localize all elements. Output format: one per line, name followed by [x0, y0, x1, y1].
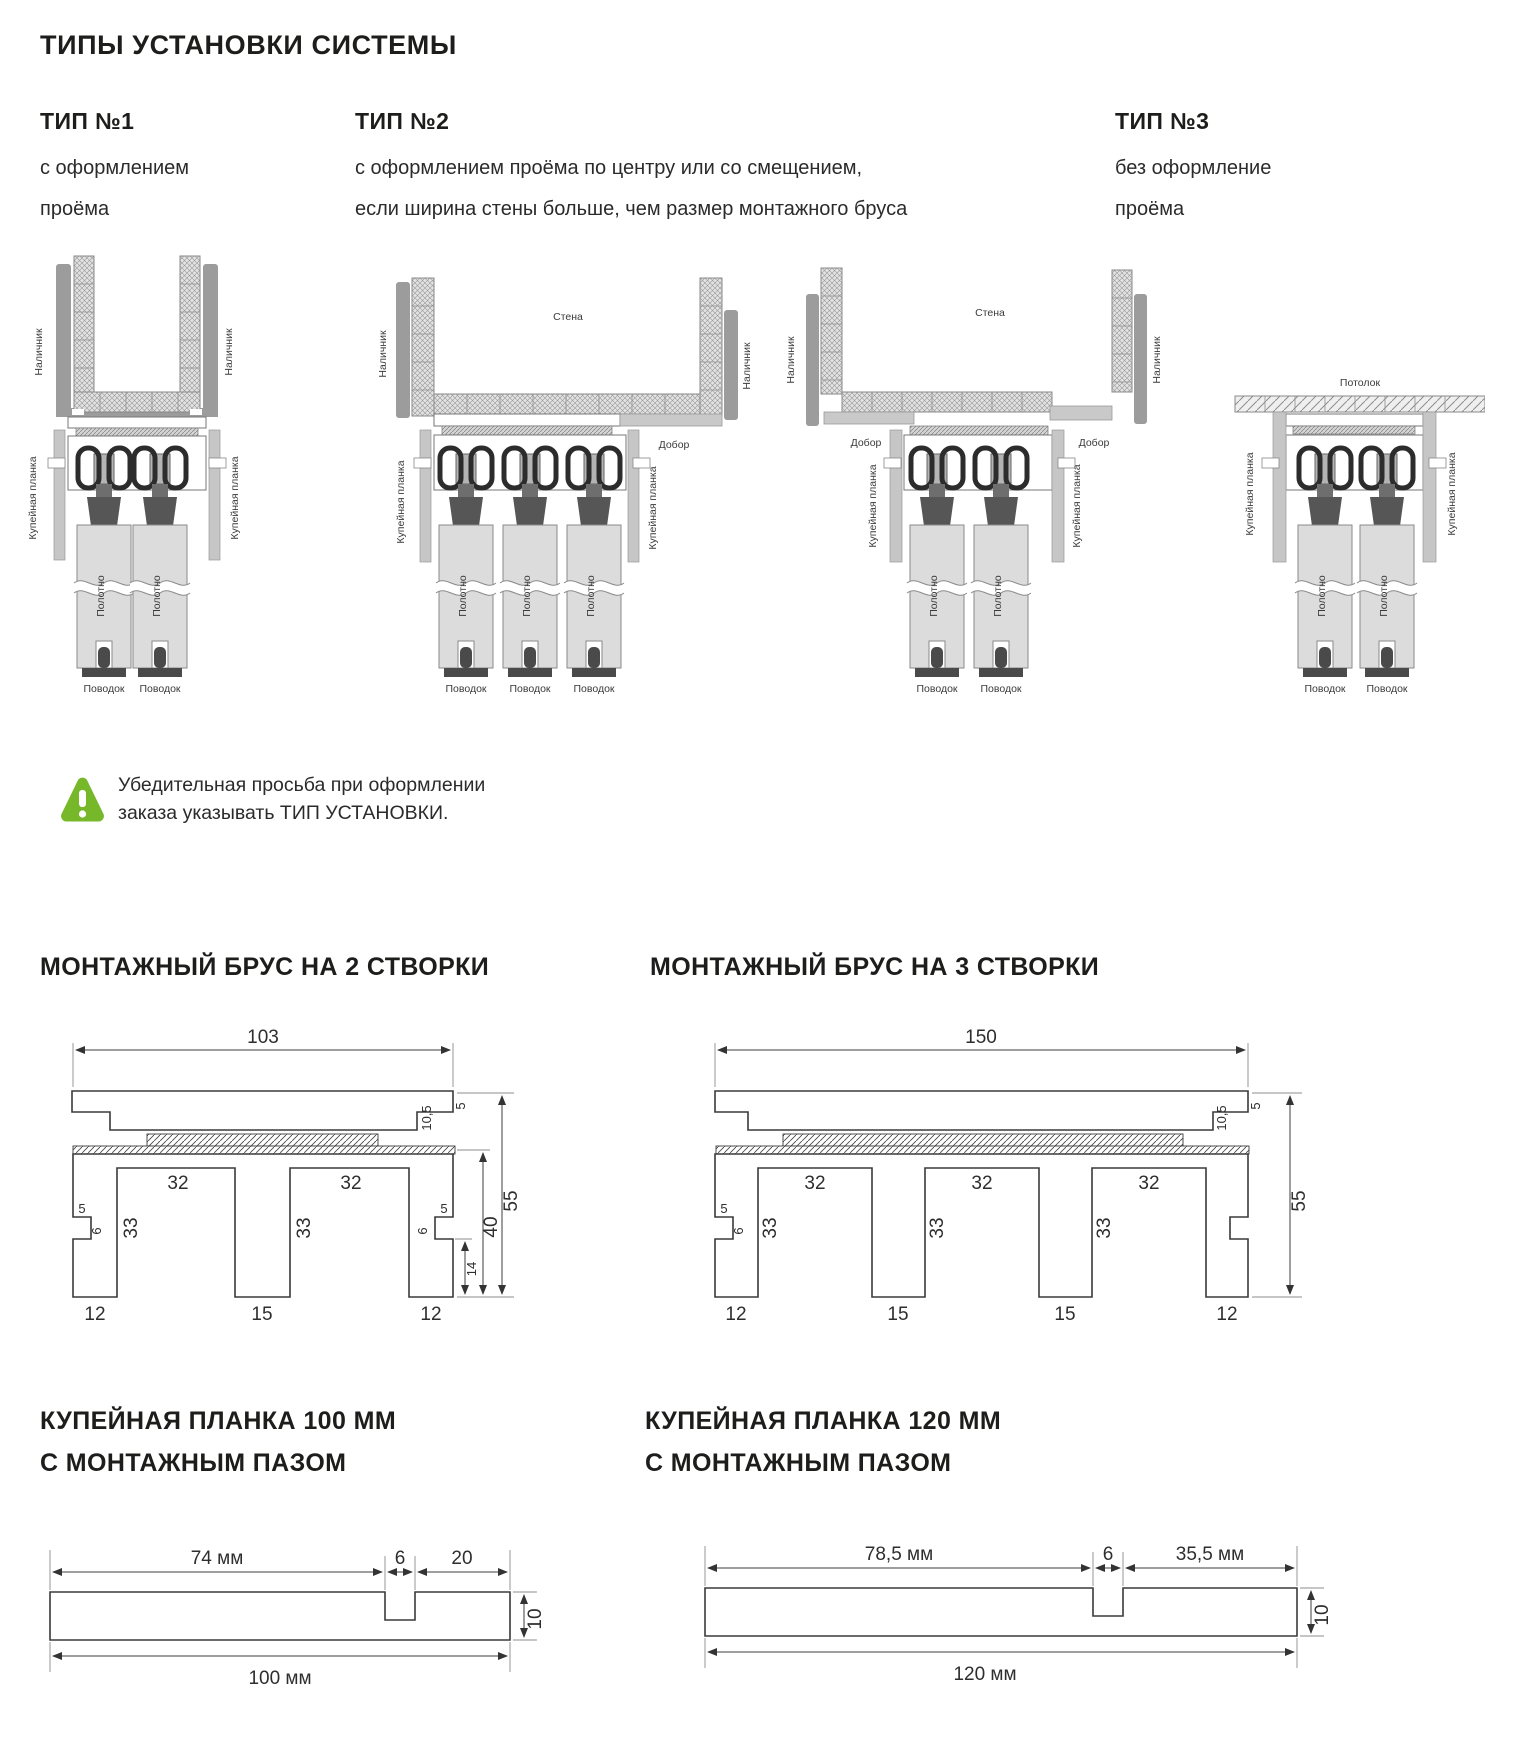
dim-55: 55: [501, 1190, 522, 1212]
type-1-desc-line2: проёма: [40, 198, 110, 220]
top-plate: [72, 1091, 453, 1130]
dim-12: 12: [1216, 1304, 1238, 1325]
kupe-planka-label: Купейная планка: [1244, 452, 1256, 536]
type-1-name: ТИП №1: [40, 108, 135, 134]
planka-profile: [50, 1592, 510, 1640]
page-title: ТИПЫ УСТАНОВКИ СИСТЕМЫ: [40, 30, 457, 60]
dim-74mm: 74 мм: [190, 1548, 244, 1569]
dim-6: 6: [394, 1548, 406, 1569]
kupe-planka-label: Купейная планка: [229, 456, 241, 540]
dim-40: 40: [481, 1216, 502, 1238]
wall-section: [74, 256, 200, 412]
dobor-label: Добор: [1078, 437, 1110, 449]
type-1-block: [40, 108, 320, 230]
type-2-name: ТИП №2: [355, 108, 450, 134]
polotno-label: Полотно: [928, 575, 940, 617]
dim-12: 12: [84, 1304, 106, 1325]
dim-5: 5: [453, 1102, 468, 1110]
dim-55: 55: [1289, 1190, 1310, 1212]
polotno-label: Полотно: [992, 575, 1004, 617]
dim-notch-6: 6: [731, 1227, 746, 1235]
dim-32: 32: [1138, 1173, 1160, 1194]
dim-15: 15: [1054, 1304, 1076, 1325]
planka100-drawing: [30, 1520, 590, 1735]
dim-notch-5: 5: [720, 1201, 728, 1216]
brus2-drawing: [40, 1015, 570, 1335]
nalichnik-label: Наличник: [741, 342, 753, 390]
nalichnik-label: Наличник: [223, 328, 235, 376]
type-3-block: [1115, 108, 1415, 230]
track-assembly: [904, 426, 1052, 490]
polotno-label: Полотно: [585, 575, 597, 617]
dim-32: 32: [971, 1173, 993, 1194]
brus3-title: МОНТАЖНЫЙ БРУС НА 3 СТВОРКИ: [650, 953, 1100, 981]
dim-10-5: 10,5: [419, 1105, 434, 1131]
dim-12: 12: [725, 1304, 747, 1325]
dim-15: 15: [251, 1304, 273, 1325]
polotno-label: Полотно: [1378, 575, 1390, 617]
type-2-block: [355, 108, 1075, 230]
dim-103: 103: [247, 1027, 279, 1048]
dim-6: 6: [1102, 1544, 1114, 1565]
dim-10: 10: [1312, 1604, 1333, 1626]
track-assembly: [434, 414, 722, 490]
warning-triangle-icon: [58, 775, 106, 827]
type-3-name: ТИП №3: [1115, 108, 1210, 134]
polotno-label: Полотно: [457, 575, 469, 617]
wall-section: [412, 278, 722, 416]
dim-32: 32: [167, 1173, 189, 1194]
dim-150: 150: [965, 1027, 997, 1048]
stena-label: Стена: [975, 307, 1005, 319]
wall-section: [821, 268, 1132, 412]
top-plate: [715, 1091, 1248, 1130]
kupe-planka-label: Купейная планка: [395, 460, 407, 544]
dim-15: 15: [887, 1304, 909, 1325]
type-2-desc-line1: с оформлением проёма по центру или со смещением,: [355, 157, 863, 179]
povodok-label: Поводок: [573, 683, 615, 695]
dim-33: 33: [927, 1217, 948, 1239]
diagram-type-2-offset: [782, 248, 1182, 698]
planka120-drawing: [630, 1520, 1370, 1735]
povodok-label: Поводок: [1366, 683, 1408, 695]
kupe-planka-label: Купейная планка: [867, 464, 879, 548]
planka100-title: КУПЕЙНАЯ ПЛАНКА 100 ММ С МОНТАЖНЫМ ПАЗОМ: [40, 1407, 397, 1477]
brus2-title: МОНТАЖНЫЙ БРУС НА 2 СТВОРКИ: [40, 953, 490, 981]
diagram-type-3: [1185, 248, 1485, 698]
planka-profile: [705, 1588, 1297, 1636]
type-3-desc-line1: без оформление: [1115, 157, 1272, 179]
planka120-title: КУПЕЙНАЯ ПЛАНКА 120 ММ С МОНТАЖНЫМ ПАЗОМ: [645, 1407, 1002, 1477]
kupe-planka-label: Купейная планка: [1071, 464, 1083, 548]
kupe-planka-label: Купейная планка: [1446, 452, 1458, 536]
dim-33: 33: [121, 1217, 142, 1239]
dobor-label: Добор: [658, 439, 690, 451]
dim-32: 32: [340, 1173, 362, 1194]
dim-33: 33: [1094, 1217, 1115, 1239]
dim-33: 33: [760, 1217, 781, 1239]
nalichnik-label: Наличник: [33, 328, 45, 376]
kupe-planka-label: Купейная планка: [27, 456, 39, 540]
dim-5: 5: [1248, 1102, 1263, 1110]
dobor-label: Добор: [850, 437, 882, 449]
dim-20: 20: [451, 1548, 473, 1569]
polotno-label: Полотно: [95, 575, 107, 617]
dim-10: 10: [525, 1608, 546, 1630]
warning-text: [118, 772, 485, 827]
polotno-label: Полотно: [151, 575, 163, 617]
dim-notch-5: 5: [440, 1201, 448, 1216]
povodok-label: Поводок: [445, 683, 487, 695]
type-2-desc-line2: если ширина стены больше, чем размер монтажного бруса: [355, 198, 908, 220]
nalichnik-label: Наличник: [785, 336, 797, 384]
polotno-label: Полотно: [521, 575, 533, 617]
type-1-desc-line1: с оформлением: [40, 157, 190, 179]
diagram-type-2-centered: [340, 248, 770, 698]
potolok-label: Потолок: [1339, 377, 1381, 389]
dim-notch-6: 6: [415, 1227, 430, 1235]
dim-35-5mm: 35,5 мм: [1175, 1544, 1245, 1565]
track-assembly: [1286, 414, 1423, 490]
dim-notch-5: 5: [78, 1201, 86, 1216]
dim-notch-6: 6: [89, 1227, 104, 1235]
povodok-label: Поводок: [980, 683, 1022, 695]
dim-10-5: 10,5: [1214, 1105, 1229, 1131]
povodok-label: Поводок: [139, 683, 181, 695]
dim-120mm: 120 мм: [953, 1664, 1017, 1685]
dim-14: 14: [464, 1261, 479, 1277]
povodok-label: Поводок: [509, 683, 551, 695]
warning-line1: Убедительная просьба при оформлении: [118, 774, 486, 796]
brus3-drawing: [640, 1015, 1340, 1335]
dim-33: 33: [294, 1217, 315, 1239]
povodok-label: Поводок: [83, 683, 125, 695]
povodok-label: Поводок: [916, 683, 958, 695]
ceiling-section: [1235, 396, 1485, 412]
polotno-label: Полотно: [1316, 575, 1328, 617]
nalichnik-label: Наличник: [377, 330, 389, 378]
dim-32: 32: [804, 1173, 826, 1194]
type-3-desc-line2: проёма: [1115, 198, 1185, 220]
povodok-label: Поводок: [1304, 683, 1346, 695]
warning-note: [58, 775, 106, 832]
warning-line2: заказа указывать ТИП УСТАНОВКИ.: [118, 801, 449, 824]
dim-100mm: 100 мм: [248, 1668, 312, 1689]
stena-label: Стена: [553, 311, 583, 323]
nalichnik-label: Наличник: [1151, 336, 1163, 384]
diagram-type-1: [12, 248, 262, 698]
dim-12: 12: [420, 1304, 442, 1325]
kupe-planka-label: Купейная планка: [647, 466, 659, 550]
dim-78-5mm: 78,5 мм: [864, 1544, 934, 1565]
